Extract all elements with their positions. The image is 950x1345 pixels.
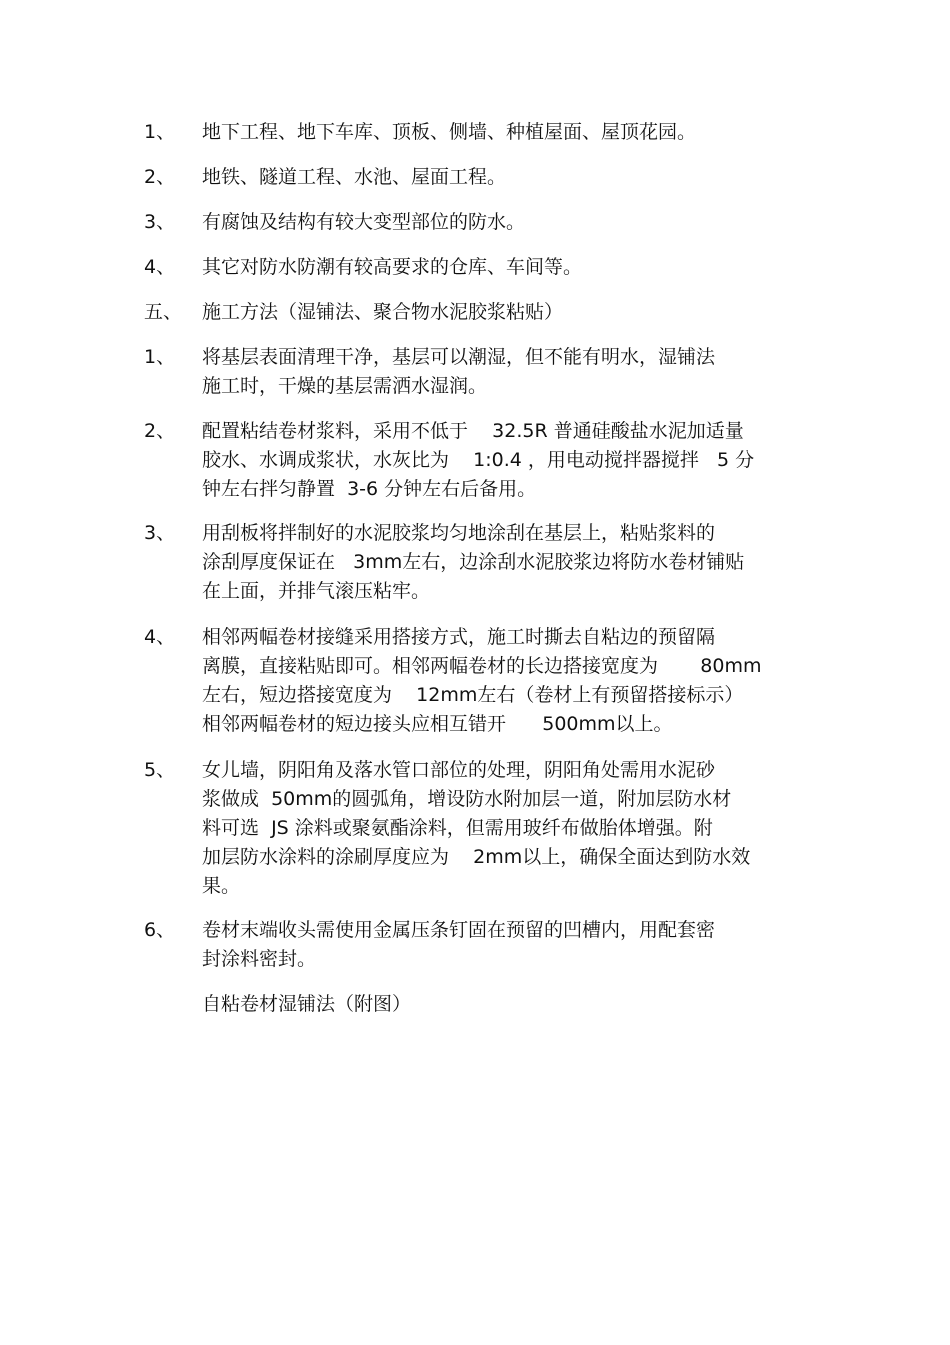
section-title: 施工方法（湿铺法、聚合物水泥胶浆粘贴） (202, 301, 564, 323)
item-text-line: 左右，短边搭接宽度为 12mm左右（卷材上有预留搭接标示） (202, 684, 744, 706)
item-number: 2、 (144, 420, 176, 442)
item-text-line: 料可选 JS 涂料或聚氨酯涂料，但需用玻纤布做胎体增强。附 (202, 817, 713, 839)
item-text-line: 涂刮厚度保证在 3mm左右，边涂刮水泥胶浆边将防水卷材铺贴 (202, 551, 745, 573)
item-number: 1、 (144, 346, 176, 368)
item-text-line: 施工时，干燥的基层需洒水湿润。 (202, 375, 488, 397)
item-text-line: 离膜，直接粘贴即可。相邻两幅卷材的长边搭接宽度为 80mm (202, 655, 762, 677)
item-text-line: 封涂料密封。 (202, 948, 317, 970)
item-number: 5、 (144, 759, 176, 781)
item-number: 2、 (144, 166, 176, 188)
item-text-line: 钟左右拌匀静置 3-6 分钟左右后备用。 (202, 478, 537, 500)
item-number: 4、 (144, 626, 176, 648)
item-text-line: 在上面，并排气滚压粘牢。 (202, 580, 431, 602)
item-text-line: 有腐蚀及结构有较大变型部位的防水。 (202, 211, 526, 233)
item-text-line: 相邻两幅卷材接缝采用搭接方式，施工时撕去自粘边的预留隔 (202, 626, 716, 648)
figure-caption-text: 自粘卷材湿铺法（附图） (202, 993, 412, 1015)
section-number: 五、 (144, 301, 183, 323)
item-text-line: 加层防水涂料的涂刷厚度应为 2mm以上，确保全面达到防水效 (202, 846, 751, 868)
item-number: 4、 (144, 256, 176, 278)
item-text-line: 卷材末端收头需使用金属压条钉固在预留的凹槽内，用配套密 (202, 919, 716, 941)
item-text-line: 配置粘结卷材浆料，采用不低于 32.5R 普通硅酸盐水泥加适量 (202, 420, 744, 442)
item-number: 3、 (144, 211, 176, 233)
item-text-line: 女儿墙，阴阳角及落水管口部位的处理，阴阳角处需用水泥砂 (202, 759, 716, 781)
item-text-line: 胶水、水调成浆状，水灰比为 1:0.4 ，用电动搅拌器搅拌 5 分 (202, 449, 755, 471)
item-number: 3、 (144, 522, 176, 544)
item-number: 6、 (144, 919, 176, 941)
item-text-line: 相邻两幅卷材的短边接头应相互错开 500mm以上。 (202, 713, 673, 735)
item-text-line: 其它对防水防潮有较高要求的仓库、车间等。 (202, 256, 583, 278)
item-text-line: 地铁、隧道工程、水池、屋面工程。 (202, 166, 507, 188)
item-text-line: 将基层表面清理干净，基层可以潮湿，但不能有明水，湿铺法 (202, 346, 716, 368)
item-text-line: 地下工程、地下车库、顶板、侧墙、种植屋面、屋顶花园。 (202, 121, 697, 143)
item-number: 1、 (144, 121, 176, 143)
item-text-line: 浆做成 50mm的圆弧角，增设防水附加层一道，附加层防水材 (202, 788, 732, 810)
item-text-line: 用刮板将拌制好的水泥胶浆均匀地涂刮在基层上，粘贴浆料的 (202, 522, 716, 544)
item-text-line: 果。 (202, 875, 241, 897)
